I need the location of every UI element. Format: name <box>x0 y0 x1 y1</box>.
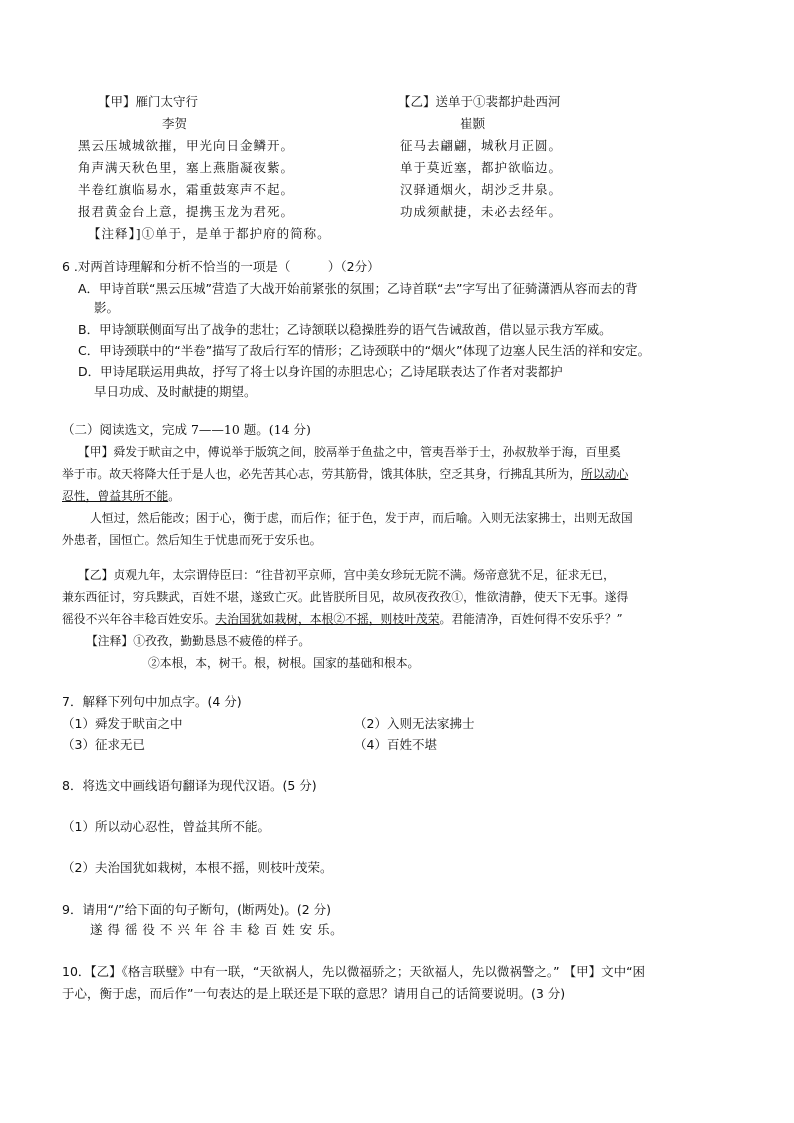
q7-item: （1）舜发于畎亩之中 <box>62 716 183 731</box>
jia-text-line <box>62 465 628 482</box>
q7-item: （4）百姓不堪 <box>354 737 437 752</box>
yi-note: ②本根，本，树干。根，树根。国家的基础和根本。 <box>148 656 420 670</box>
q10-line: 10．【乙】《格言联璧》中有一联，“天欲祸人，先以微福骄之；天欲福人，先以微祸警之。” 【甲】文中“困 <box>62 964 646 979</box>
yi-text-line <box>62 610 623 627</box>
poem-b-line: 功成须献捷，未必去经年。 <box>400 204 563 219</box>
q8-stem: 8．将选文中画线语句翻译为现代汉语。(5 分) <box>62 778 317 793</box>
q6-option-d-cont: 早日功成、及时献捷的期望。 <box>94 384 257 399</box>
jia-underlined-sentence: 所以动心 <box>581 467 629 481</box>
poem-a-author: 李贺 <box>162 116 188 131</box>
jia-underlined-sentence: 忍性，曾益其所不能 <box>62 489 169 503</box>
poem-a-line: 黑云压城城欲摧，甲光向日金鳞开。 <box>78 138 295 153</box>
q8-item: （2）夫治国犹如栽树，本根不摇，则枝叶茂荣。 <box>62 860 333 875</box>
yi-text-seg: 徭役不兴年谷丰稔百姓安乐。 <box>62 612 216 626</box>
poem-b-line: 征马去翩翩，城秋月正圆。 <box>400 138 563 153</box>
jia-text-seg: 举于市。故天将降大任于是人也，必先苦其心志，劳其筋骨，饿其体肤，空乏其身，行拂乱其所为， <box>62 467 582 481</box>
q7-stem: 7．解释下列句中加点字。(4 分) <box>62 694 242 709</box>
q8-item: （1）所以动心忍性，曾益其所不能。 <box>62 819 270 834</box>
q6-option-b: B．甲诗颔联侧面写出了战争的悲壮；乙诗颔联以稳操胜券的语气告诫敌酋，借以显示我方军威。 <box>78 322 612 337</box>
q9-sentence: 遂 得 徭 役 不 兴 年 谷 丰 稔 百 姓 安 乐。 <box>90 922 344 937</box>
poem-b-title: 【乙】送单于①裴都护赴西河 <box>398 94 561 109</box>
poem-a-line: 半卷红旗临易水，霜重鼓寒声不起。 <box>78 182 295 197</box>
poem-a-title: 【甲】雁门太守行 <box>98 94 199 109</box>
yi-text-line: 兼东西征讨，穷兵黩武，百姓不堪，遂致亡灭。此皆朕所目见，故夙夜孜孜①，惟欲清静，使天下无事。遂得 <box>62 590 629 604</box>
jia-text-line <box>62 487 180 504</box>
q6-option-d: D．甲诗尾联运用典故，抒写了将士以身许国的赤胆忠心；乙诗尾联表达了作者对裴都护 <box>78 364 563 379</box>
q6-option-a-cont: 影。 <box>94 300 120 315</box>
yi-underlined-sentence: 夫治国犹如栽树，本根②不摇，则枝叶茂荣 <box>215 612 440 626</box>
q7-item: （3）征求无已 <box>62 737 145 752</box>
jia-text-line: 【甲】舜发于畎亩之中，傅说举于版筑之间，胶鬲举于鱼盐之中，管夷吾举于士，孙叔敖举于海，百里奚 <box>78 445 621 459</box>
yi-text-line: 【乙】贞观九年，太宗谓侍臣曰：“往昔初平京师，宫中美女珍玩无院不满。炀帝意犹不足，征求无已， <box>78 568 615 582</box>
q6-stem: 6 .对两首诗理解和分析不恰当的一项是（ ）（2分） <box>62 259 380 274</box>
poem-a-line: 报君黄金台上意，提携玉龙为君死。 <box>78 204 295 219</box>
jia-text-seg: 。 <box>168 489 180 503</box>
q10-line: 于心，衡于虑，而后作”一句表达的是上联还是下联的意思？请用自己的话简要说明。(3 分) <box>62 986 566 1001</box>
q7-item: （2）入则无法家拂士 <box>354 716 475 731</box>
q6-option-c: C．甲诗颈联中的“半卷”描写了敌后行军的情形；乙诗颈联中的“烟火”体现了边塞人民生活的祥和安定。 <box>78 343 651 358</box>
section-heading: （二）阅读选文，完成 7——10 题。(14 分) <box>62 422 311 437</box>
jia-text-line: 人恒过，然后能改；困于心，衡于虑，而后作；征于色，发于声，而后喻。入则无法家拂士，出则无敌国 <box>90 511 633 525</box>
poem-note: 【注释】]①单于，是单于都护府的简称。 <box>88 226 331 241</box>
poem-b-line: 单于莫近塞，都护欲临边。 <box>400 160 563 175</box>
yi-note: 【注释】①孜孜，勤勤恳恳不疲倦的样子。 <box>86 634 311 648</box>
poem-b-author: 崔颢 <box>460 116 486 131</box>
poem-a-line: 角声满天秋色里，塞上燕脂凝夜紫。 <box>78 160 295 175</box>
poem-b-line: 汉驿通烟火，胡沙乏井泉。 <box>400 182 563 197</box>
q9-stem: 9．请用“/”给下面的句子断句，(断两处)。(2 分) <box>62 902 332 917</box>
yi-text-seg: 。君能清净，百姓何得不安乐乎？” <box>439 612 623 626</box>
q6-option-a: A．甲诗首联“黑云压城”营造了大战开始前紧张的氛围；乙诗首联“去”字写出了征骑潇洒从容而去的背 <box>78 281 638 296</box>
jia-text-line: 外患者，国恒亡。然后知生于忧患而死于安乐也。 <box>62 533 322 547</box>
